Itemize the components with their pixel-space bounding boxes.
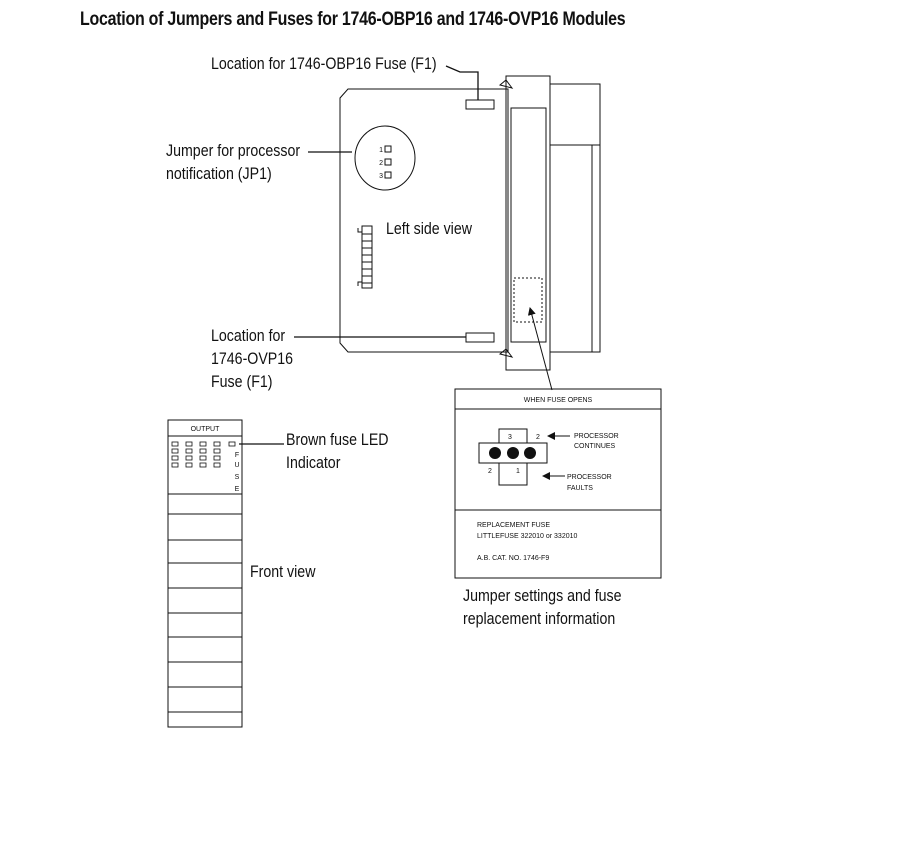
status-led-3-2	[200, 463, 206, 467]
housing-front	[506, 76, 550, 370]
ovp16-callout-line2: 1746-OVP16	[211, 350, 294, 368]
led-callout-line1: Brown fuse LED	[286, 431, 389, 449]
status-led-1-1	[186, 449, 192, 453]
faults-label-line2: FAULTS	[567, 485, 593, 492]
front-panel-outline	[168, 420, 242, 727]
continues-label-line1: PROCESSOR	[574, 433, 619, 440]
continues-label-line2: CONTINUES	[574, 443, 616, 450]
fuse-letter-e: E	[234, 486, 240, 493]
status-led-3-0	[172, 463, 178, 467]
pin-label-bottom-left: 2	[488, 468, 492, 475]
info-box-outline	[455, 389, 661, 578]
catalog-number: A.B. CAT. NO. 1746-F9	[477, 555, 550, 562]
obp16-fuse	[466, 100, 494, 109]
housing-rear-bottom	[550, 145, 592, 352]
status-led-0-0	[172, 442, 178, 446]
edge-connector-pins	[362, 234, 372, 283]
jumper-block-top	[499, 429, 527, 443]
status-led-0-1	[186, 442, 192, 446]
status-led-1-2	[200, 449, 206, 453]
housing-window	[511, 108, 546, 342]
replacement-fuse-line2: LITTLEFUSE 322010 or 332010	[477, 533, 578, 540]
jumper-pin-right	[524, 447, 536, 459]
jp1-callout-line2: notification (JP1)	[166, 165, 272, 183]
status-led-1-0	[172, 449, 178, 453]
fuse-window-arrow	[530, 308, 552, 390]
obp16-fuse-leader	[446, 66, 478, 100]
status-led-3-1	[186, 463, 192, 467]
replacement-fuse-line1: REPLACEMENT FUSE	[477, 522, 550, 529]
fuse-letter-f: F	[234, 452, 240, 459]
front-panel-header: OUTPUT	[190, 426, 220, 433]
status-led-0-3	[214, 442, 220, 446]
status-led-grid	[172, 442, 220, 467]
jumper-pin-left	[489, 447, 501, 459]
ovp16-callout-line3: Fuse (F1)	[211, 373, 273, 391]
pin-label-bottom-right: 1	[516, 468, 520, 475]
obp16-fuse-callout: Location for 1746-OBP16 Fuse (F1)	[211, 55, 437, 73]
status-led-3-3	[214, 463, 220, 467]
led-callout-line2: Indicator	[286, 454, 341, 472]
fuse-letter-s: S	[234, 474, 240, 481]
jp1-pin-3	[385, 172, 391, 178]
housing-rear-top	[550, 84, 600, 145]
ovp16-callout-line1: Location for	[211, 327, 286, 345]
jp1-pin-2	[385, 159, 391, 165]
fuse-access-window	[514, 278, 542, 322]
jp1-callout-line1: Jumper for processor	[166, 142, 301, 160]
status-led-2-1	[186, 456, 192, 460]
front-view	[168, 420, 242, 727]
status-led-1-3	[214, 449, 220, 453]
page-title: Location of Jumpers and Fuses for 1746-OBP16 and 1746-OVP16 Modules	[80, 9, 626, 30]
edge-connector	[358, 228, 362, 286]
jumper-block-bottom	[499, 463, 527, 485]
status-led-0-2	[200, 442, 206, 446]
status-led-2-0	[172, 456, 178, 460]
jumper-pin-center	[507, 447, 519, 459]
jp1-pin-1-label: 1	[379, 147, 383, 154]
fuse-led	[229, 442, 235, 446]
ovp16-fuse	[466, 333, 494, 342]
info-caption-line2: replacement information	[463, 610, 616, 628]
info-caption-line1: Jumper settings and fuse	[463, 587, 622, 605]
front-view-label: Front view	[250, 563, 316, 581]
left-side-view	[340, 76, 600, 370]
jp1-jumper-area	[355, 126, 415, 190]
edge-connector-body	[362, 226, 372, 288]
housing-rear-lip	[592, 145, 600, 352]
info-box	[455, 389, 661, 578]
circuit-board-outline	[340, 89, 508, 352]
left-side-view-label: Left side view	[386, 220, 472, 238]
jp1-pin-3-label: 3	[379, 173, 383, 180]
faults-label-line1: PROCESSOR	[567, 474, 612, 481]
pin-label-top-left: 3	[508, 434, 512, 441]
jp1-pin-1	[385, 146, 391, 152]
fuse-letter-u: U	[234, 462, 240, 469]
status-led-2-2	[200, 456, 206, 460]
jp1-pin-2-label: 2	[379, 160, 383, 167]
info-box-header: WHEN FUSE OPENS	[523, 397, 593, 404]
pin-label-top-right: 2	[536, 434, 540, 441]
status-led-2-3	[214, 456, 220, 460]
